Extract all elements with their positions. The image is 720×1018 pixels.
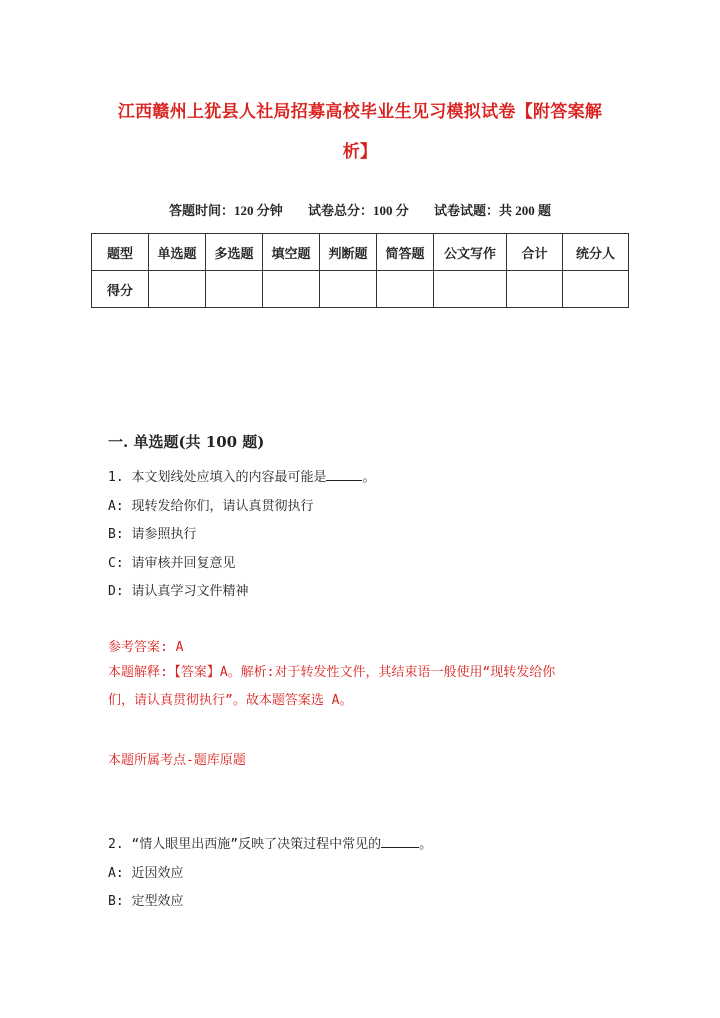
question-2-option-b: B: 定型效应 (108, 894, 184, 909)
header-cell-scorer: 统分人 (563, 234, 629, 271)
question-2-stem-end: 。 (419, 837, 433, 852)
header-cell-type: 题型 (92, 234, 149, 271)
question-1-option-a: A: 现转发给你们，请认真贯彻执行 (108, 499, 314, 514)
score-cell (149, 271, 206, 308)
question-2-option-a: A: 近因效应 (108, 866, 184, 881)
section-heading: 一. 单选题(共 100 题) (108, 433, 265, 451)
question-1-stem-text: 1. 本文划线处应填入的内容最可能是 (108, 470, 327, 485)
question-1-explanation-line-2: 们，请认真贯彻执行”。故本题答案选 A。 (108, 693, 353, 708)
question-2-stem (108, 833, 432, 852)
score-cell (507, 271, 563, 308)
header-cell-single: 单选题 (149, 234, 206, 271)
exam-time: 答题时间：120 分钟 (168, 203, 283, 218)
header-cell-total: 合计 (507, 234, 563, 271)
header-cell-fill: 填空题 (263, 234, 320, 271)
score-table-header-row (92, 234, 629, 271)
question-1-topic-tag: 本题所属考点-题库原题 (108, 753, 246, 768)
score-cell (320, 271, 377, 308)
header-cell-judge: 判断题 (320, 234, 377, 271)
exam-question-count: 试卷试题：共 200 题 (434, 203, 552, 218)
question-2-stem-text: 2. “情人眼里出西施”反映了决策过程中常见的 (108, 837, 382, 852)
score-cell (206, 271, 263, 308)
score-table-score-row (92, 271, 629, 308)
header-cell-short: 简答题 (377, 234, 434, 271)
question-1-stem-end: 。 (362, 470, 376, 485)
score-row-label: 得分 (92, 271, 149, 308)
exam-total-score: 试卷总分：100 分 (307, 203, 409, 218)
score-cell (563, 271, 629, 308)
question-1-option-b: B: 请参照执行 (108, 527, 197, 542)
score-cell (377, 271, 434, 308)
question-1-option-c: C: 请审核并回复意见 (108, 556, 236, 571)
header-cell-multi: 多选题 (206, 234, 263, 271)
question-1-explanation (108, 659, 618, 715)
score-cell (434, 271, 507, 308)
exam-meta (90, 200, 630, 219)
answer-blank (381, 835, 419, 848)
document-title (108, 92, 612, 172)
score-cell (263, 271, 320, 308)
question-1-answer: 参考答案: A (108, 640, 184, 655)
header-cell-writing: 公文写作 (434, 234, 507, 271)
title-line-2: 析】 (342, 142, 378, 162)
question-1-explanation-line-1: 本题解释:【答案】A。解析:对于转发性文件，其结束语一般使用“现转发给你 (108, 665, 556, 680)
answer-blank (326, 468, 362, 481)
title-line-1: 江西赣州上犹县人社局招募高校毕业生见习模拟试卷【附答案解 (117, 102, 603, 122)
score-table (91, 233, 629, 308)
question-1-stem (108, 466, 376, 485)
question-1-option-d: D: 请认真学习文件精神 (108, 584, 249, 599)
